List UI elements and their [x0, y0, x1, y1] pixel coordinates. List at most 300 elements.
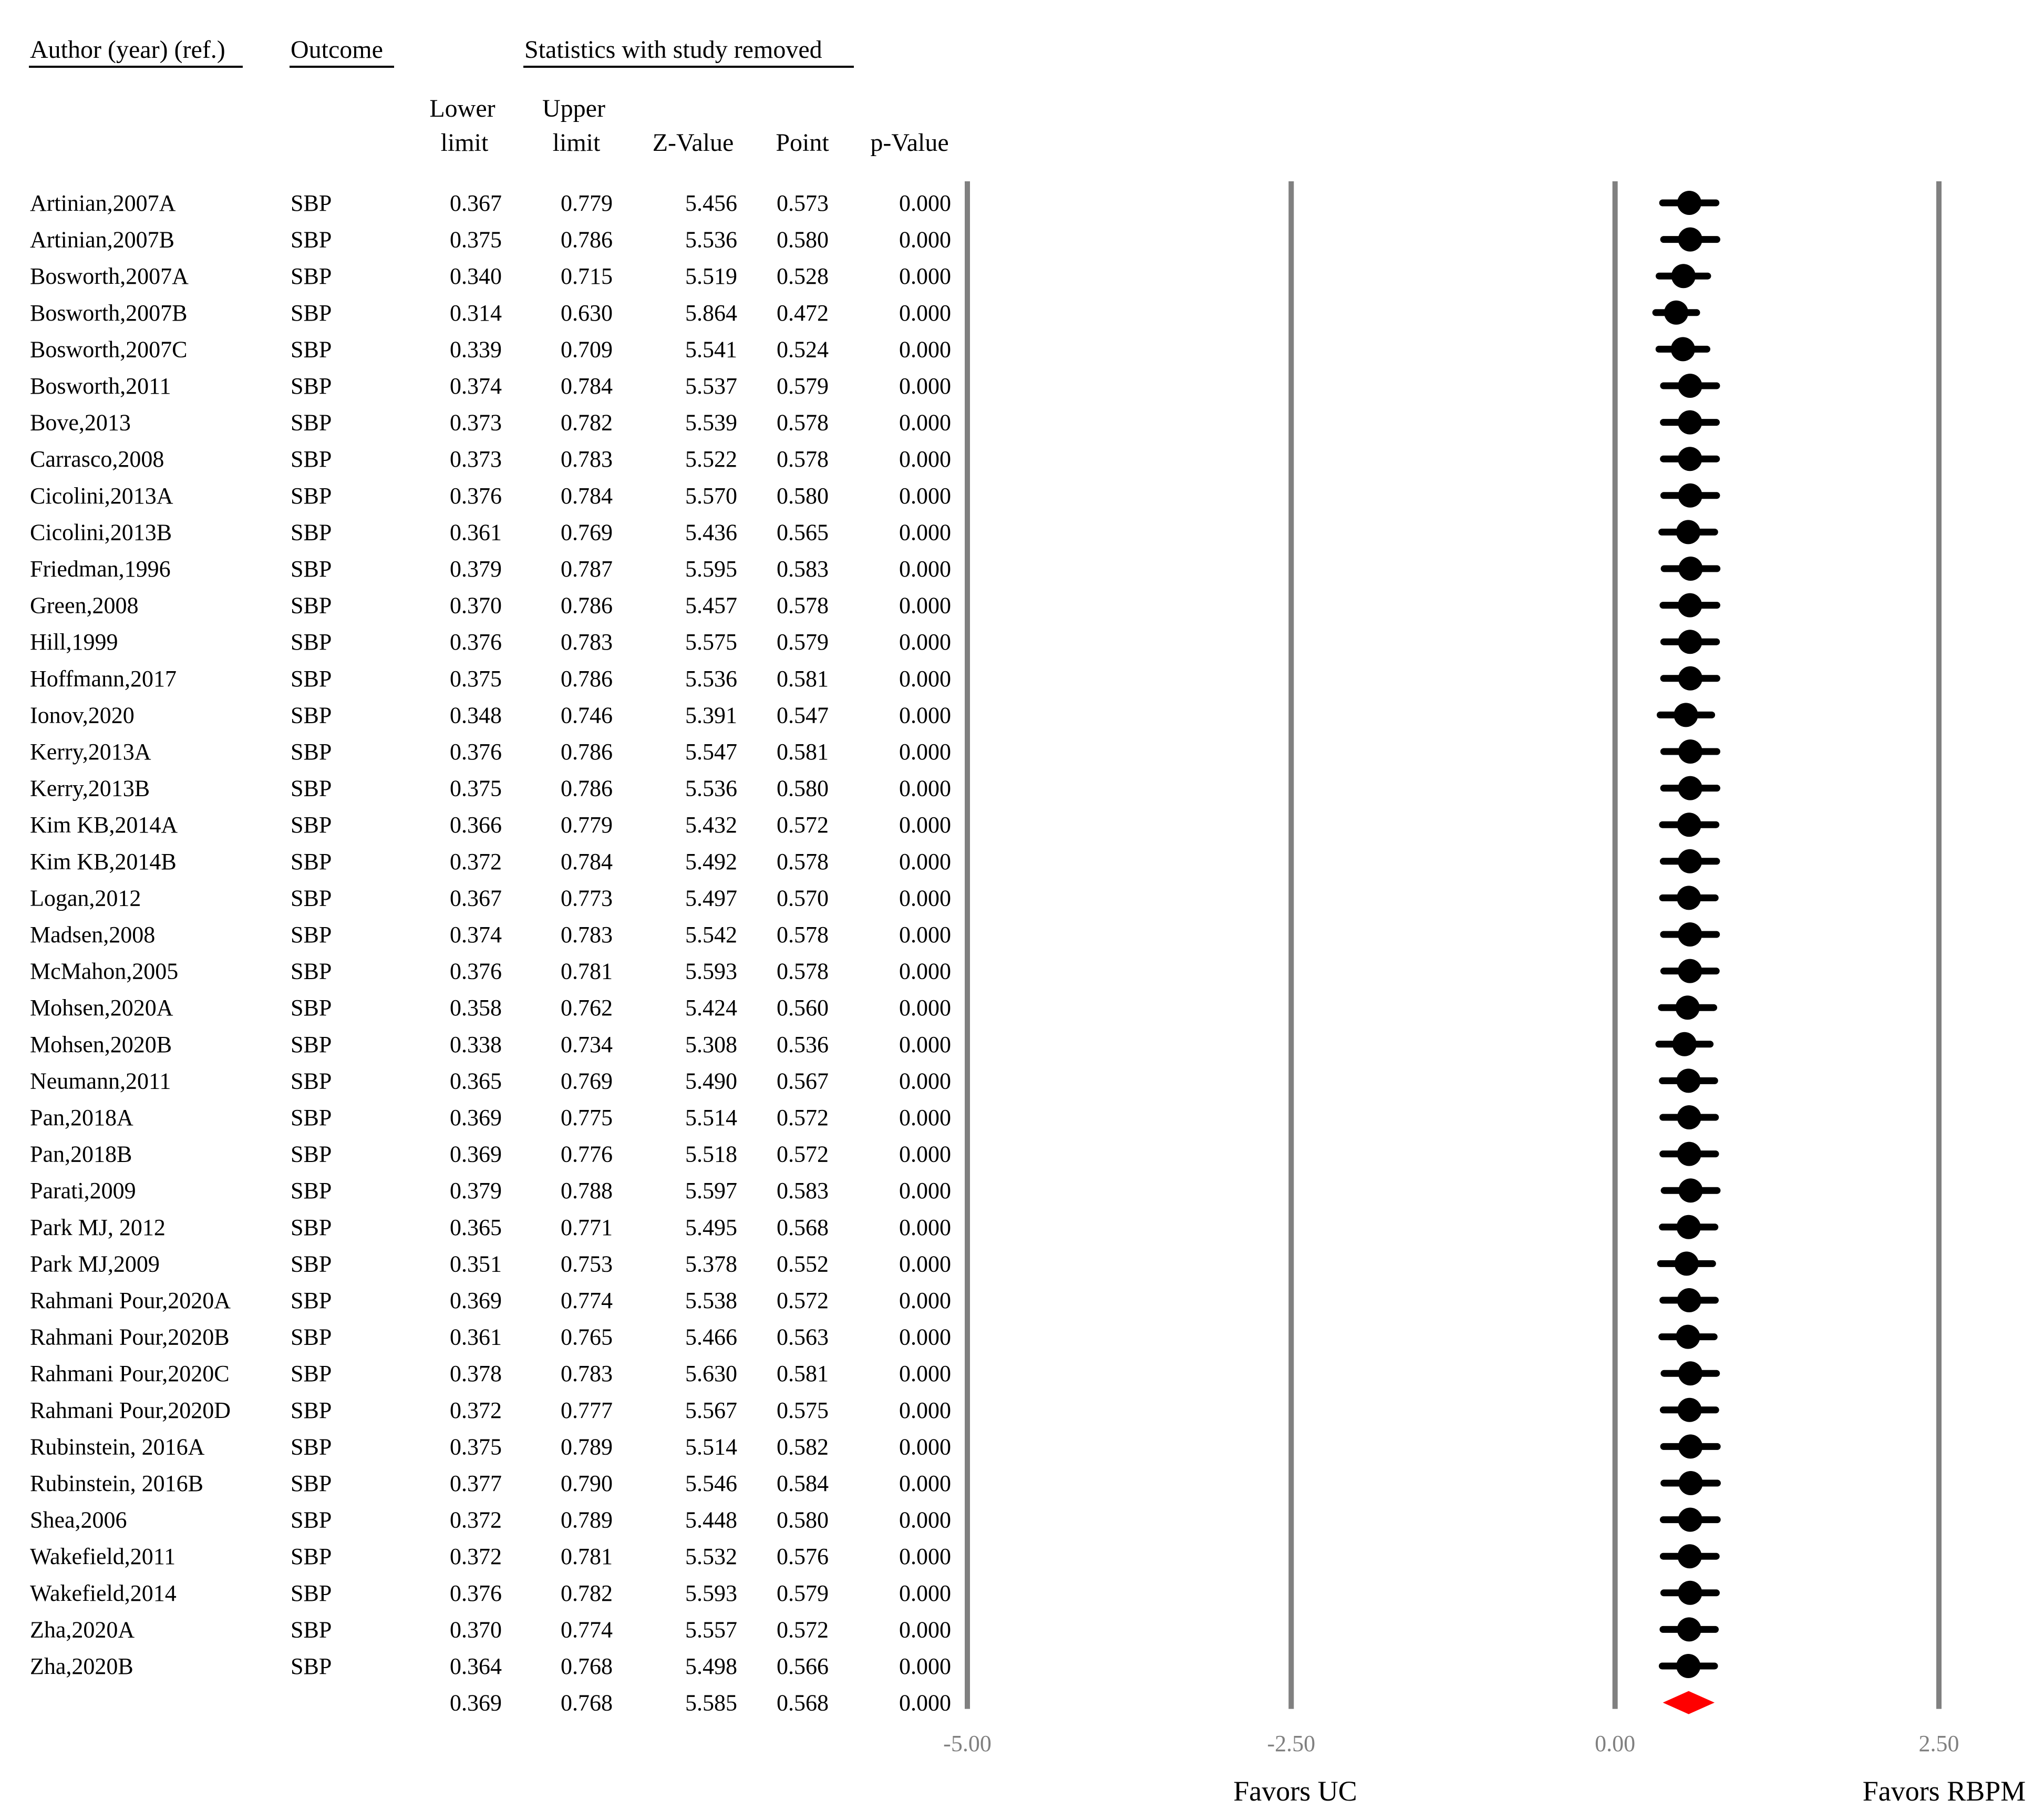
study-upper: 0.777 — [561, 1397, 613, 1423]
study-p: 0.000 — [899, 1214, 951, 1240]
study-row — [30, 1544, 1716, 1569]
study-z: 5.378 — [685, 1251, 737, 1277]
study-lower: 0.375 — [450, 665, 502, 692]
study-row — [30, 776, 1717, 801]
study-point: 0.580 — [777, 1507, 829, 1533]
header-upper-bottom: limit — [552, 129, 601, 157]
summary-diamond — [1663, 1691, 1715, 1714]
study-outcome: SBP — [291, 922, 332, 948]
study-p: 0.000 — [899, 629, 951, 655]
study-name: Ionov,2020 — [30, 702, 135, 728]
study-point: 0.582 — [777, 1434, 829, 1460]
study-lower: 0.372 — [450, 1544, 502, 1570]
summary-lower: 0.369 — [450, 1690, 502, 1716]
study-upper: 0.774 — [561, 1617, 613, 1643]
study-z: 5.514 — [685, 1105, 737, 1130]
study-row — [30, 629, 1717, 655]
study-p: 0.000 — [899, 1361, 951, 1387]
study-lower: 0.370 — [450, 592, 502, 619]
study-lower: 0.364 — [450, 1653, 502, 1679]
study-row — [30, 263, 1708, 289]
study-row — [30, 922, 1717, 948]
study-lower: 0.369 — [450, 1288, 502, 1313]
study-row — [30, 446, 1717, 472]
point-marker — [1677, 1215, 1701, 1239]
study-upper: 0.773 — [561, 885, 613, 911]
study-p: 0.000 — [899, 409, 951, 436]
study-outcome: SBP — [291, 885, 332, 911]
study-point: 0.472 — [777, 300, 829, 326]
study-row — [30, 336, 1707, 362]
study-point: 0.580 — [777, 227, 829, 253]
study-lower: 0.377 — [450, 1471, 502, 1496]
point-marker — [1678, 593, 1702, 618]
study-name: Zha,2020B — [30, 1653, 133, 1679]
study-point: 0.578 — [777, 592, 829, 619]
study-rows — [30, 190, 1717, 1679]
study-p: 0.000 — [899, 1105, 951, 1130]
study-row — [30, 1178, 1717, 1204]
study-z: 5.536 — [685, 665, 737, 692]
study-upper: 0.783 — [561, 922, 613, 948]
point-marker — [1678, 666, 1702, 691]
study-outcome: SBP — [291, 1580, 332, 1606]
study-lower: 0.374 — [450, 373, 502, 399]
summary-z: 5.585 — [685, 1690, 737, 1716]
study-p: 0.000 — [899, 300, 951, 326]
study-name: Bosworth,2011 — [30, 373, 171, 399]
study-lower: 0.351 — [450, 1251, 502, 1277]
study-row — [30, 410, 1716, 436]
study-p: 0.000 — [899, 1434, 951, 1460]
study-lower: 0.375 — [450, 775, 502, 801]
study-z: 5.519 — [685, 263, 737, 290]
study-z: 5.532 — [685, 1544, 737, 1570]
study-point: 0.581 — [777, 665, 829, 692]
point-marker — [1678, 374, 1702, 398]
summary-p: 0.000 — [899, 1690, 951, 1716]
study-lower: 0.376 — [450, 958, 502, 984]
study-row — [30, 1507, 1717, 1533]
study-name: Cicolini,2013A — [30, 482, 173, 509]
study-upper: 0.769 — [561, 1068, 613, 1094]
point-marker — [1678, 1508, 1702, 1532]
point-marker — [1678, 922, 1702, 947]
study-row — [30, 190, 1716, 216]
study-name: Cicolini,2013B — [30, 519, 172, 546]
study-z: 5.557 — [685, 1617, 737, 1643]
study-upper: 0.762 — [561, 995, 613, 1021]
study-p: 0.000 — [899, 1507, 951, 1533]
study-upper: 0.784 — [561, 482, 613, 509]
study-lower: 0.379 — [450, 1178, 502, 1204]
point-marker — [1678, 630, 1702, 654]
study-name: Logan,2012 — [30, 885, 141, 911]
study-outcome: SBP — [291, 1544, 332, 1570]
study-point: 0.563 — [777, 1324, 829, 1350]
study-name: Kim KB,2014B — [30, 848, 177, 875]
study-p: 0.000 — [899, 263, 951, 290]
study-outcome: SBP — [291, 1068, 332, 1094]
study-lower: 0.340 — [450, 263, 502, 290]
study-z: 5.308 — [685, 1031, 737, 1057]
study-name: Wakefield,2014 — [30, 1580, 177, 1606]
study-row — [30, 1105, 1716, 1130]
study-p: 0.000 — [899, 1068, 951, 1094]
study-upper: 0.769 — [561, 519, 613, 546]
study-outcome: SBP — [291, 482, 332, 509]
study-lower: 0.372 — [450, 1397, 502, 1423]
study-name: Kerry,2013B — [30, 775, 150, 801]
study-row — [30, 702, 1712, 728]
study-upper: 0.786 — [561, 775, 613, 801]
study-z: 5.537 — [685, 373, 737, 399]
study-point: 0.572 — [777, 1105, 829, 1130]
study-upper: 0.790 — [561, 1471, 613, 1496]
study-upper: 0.768 — [561, 1653, 613, 1679]
study-lower: 0.369 — [450, 1141, 502, 1167]
study-z: 5.539 — [685, 409, 737, 436]
study-upper: 0.787 — [561, 556, 613, 582]
study-row — [30, 1580, 1716, 1606]
study-p: 0.000 — [899, 995, 951, 1021]
point-marker — [1678, 1361, 1702, 1385]
study-upper: 0.779 — [561, 812, 613, 838]
header-row — [30, 36, 949, 157]
study-point: 0.583 — [777, 1178, 829, 1204]
study-p: 0.000 — [899, 1397, 951, 1423]
study-outcome: SBP — [291, 739, 332, 765]
study-point: 0.583 — [777, 556, 829, 582]
study-upper: 0.783 — [561, 1361, 613, 1387]
study-upper: 0.781 — [561, 1544, 613, 1570]
study-outcome: SBP — [291, 812, 332, 838]
study-z: 5.514 — [685, 1434, 737, 1460]
point-marker — [1679, 1471, 1703, 1495]
study-lower: 0.361 — [450, 519, 502, 546]
point-marker — [1678, 1581, 1702, 1605]
tick-label-0: -5.00 — [943, 1731, 992, 1756]
study-p: 0.000 — [899, 1617, 951, 1643]
point-marker — [1677, 1288, 1701, 1312]
study-upper: 0.786 — [561, 665, 613, 692]
study-row — [30, 739, 1717, 765]
study-z: 5.542 — [685, 922, 737, 948]
study-outcome: SBP — [291, 629, 332, 655]
study-upper: 0.779 — [561, 190, 613, 216]
study-upper: 0.788 — [561, 1178, 613, 1204]
study-outcome: SBP — [291, 1434, 332, 1460]
study-p: 0.000 — [899, 482, 951, 509]
study-outcome: SBP — [291, 592, 332, 619]
study-z: 5.391 — [685, 702, 737, 728]
study-outcome: SBP — [291, 1653, 332, 1679]
study-outcome: SBP — [291, 995, 332, 1021]
header-lower-top: Lower — [429, 95, 495, 122]
study-z: 5.436 — [685, 519, 737, 546]
study-row — [30, 1251, 1712, 1277]
study-z: 5.522 — [685, 446, 737, 472]
study-name: Rahmani Pour,2020A — [30, 1288, 231, 1313]
study-outcome: SBP — [291, 446, 332, 472]
study-row — [30, 1471, 1717, 1496]
study-p: 0.000 — [899, 336, 951, 363]
study-row — [30, 1324, 1714, 1350]
study-z: 5.456 — [685, 190, 737, 216]
study-outcome: SBP — [291, 1471, 332, 1496]
study-point: 0.536 — [777, 1031, 829, 1057]
study-upper: 0.789 — [561, 1434, 613, 1460]
tick-label-1: -2.50 — [1267, 1731, 1316, 1756]
point-marker — [1678, 228, 1702, 252]
study-outcome: SBP — [291, 1105, 332, 1130]
tick-label-2: 0.00 — [1595, 1731, 1636, 1756]
study-name: Carrasco,2008 — [30, 446, 164, 472]
study-lower: 0.361 — [450, 1324, 502, 1350]
point-marker — [1675, 1251, 1699, 1276]
study-lower: 0.379 — [450, 556, 502, 582]
point-marker — [1678, 959, 1702, 983]
study-outcome: SBP — [291, 1031, 332, 1057]
point-marker — [1676, 995, 1700, 1020]
study-p: 0.000 — [899, 1324, 951, 1350]
study-outcome: SBP — [291, 373, 332, 399]
study-point: 0.570 — [777, 885, 829, 911]
study-row — [30, 1434, 1717, 1459]
study-upper: 0.789 — [561, 1507, 613, 1533]
study-lower: 0.375 — [450, 1434, 502, 1460]
study-outcome: SBP — [291, 848, 332, 875]
study-point: 0.578 — [777, 409, 829, 436]
study-name: Hill,1999 — [30, 629, 118, 655]
study-outcome: SBP — [291, 665, 332, 692]
study-point: 0.572 — [777, 1288, 829, 1313]
study-outcome: SBP — [291, 1178, 332, 1204]
study-p: 0.000 — [899, 1471, 951, 1496]
point-marker — [1678, 1544, 1702, 1568]
point-marker — [1678, 776, 1702, 800]
study-p: 0.000 — [899, 1141, 951, 1167]
study-lower: 0.376 — [450, 482, 502, 509]
study-point: 0.572 — [777, 812, 829, 838]
summary-point: 0.568 — [777, 1690, 829, 1716]
header-point: Point — [776, 129, 829, 157]
study-name: Kerry,2013A — [30, 739, 151, 765]
study-outcome: SBP — [291, 190, 332, 216]
study-z: 5.457 — [685, 592, 737, 619]
study-point: 0.560 — [777, 995, 829, 1021]
study-point: 0.567 — [777, 1068, 829, 1094]
study-row — [30, 1397, 1716, 1423]
study-lower: 0.373 — [450, 446, 502, 472]
study-point: 0.579 — [777, 1580, 829, 1606]
study-point: 0.565 — [777, 519, 829, 546]
study-point: 0.578 — [777, 958, 829, 984]
study-point: 0.578 — [777, 922, 829, 948]
study-outcome: SBP — [291, 556, 332, 582]
study-row — [30, 227, 1717, 253]
study-p: 0.000 — [899, 922, 951, 948]
study-z: 5.497 — [685, 885, 737, 911]
study-name: Park MJ, 2012 — [30, 1214, 166, 1240]
point-marker — [1678, 739, 1702, 764]
study-lower: 0.339 — [450, 336, 502, 363]
study-p: 0.000 — [899, 1031, 951, 1057]
study-name: Bosworth,2007A — [30, 263, 189, 290]
study-upper: 0.782 — [561, 409, 613, 436]
study-p: 0.000 — [899, 848, 951, 875]
study-z: 5.538 — [685, 1288, 737, 1313]
study-name: Rubinstein, 2016A — [30, 1434, 205, 1460]
study-z: 5.448 — [685, 1507, 737, 1533]
study-upper: 0.715 — [561, 263, 613, 290]
header-lower-bottom: limit — [440, 129, 489, 157]
study-point: 0.584 — [777, 1471, 829, 1496]
study-row — [30, 593, 1717, 619]
study-z: 5.492 — [685, 848, 737, 875]
study-row — [30, 1215, 1715, 1240]
header-upper-top: Upper — [542, 95, 605, 122]
study-row — [30, 519, 1715, 545]
study-name: Bove,2013 — [30, 409, 131, 436]
study-p: 0.000 — [899, 373, 951, 399]
study-upper: 0.776 — [561, 1141, 613, 1167]
study-p: 0.000 — [899, 1251, 951, 1277]
header-p-value: p-Value — [870, 129, 949, 157]
study-lower: 0.366 — [450, 812, 502, 838]
study-outcome: SBP — [291, 958, 332, 984]
point-marker — [1671, 264, 1696, 288]
study-upper: 0.765 — [561, 1324, 613, 1350]
study-z: 5.597 — [685, 1178, 737, 1204]
study-upper: 0.786 — [561, 592, 613, 619]
study-outcome: SBP — [291, 519, 332, 546]
study-name: Green,2008 — [30, 592, 139, 619]
study-z: 5.536 — [685, 227, 737, 253]
study-outcome: SBP — [291, 1288, 332, 1313]
favors-left-label: Favors UC — [1233, 1775, 1357, 1807]
study-p: 0.000 — [899, 702, 951, 728]
study-upper: 0.734 — [561, 1031, 613, 1057]
study-p: 0.000 — [899, 446, 951, 472]
study-row — [30, 1653, 1715, 1679]
study-name: Zha,2020A — [30, 1617, 135, 1643]
study-point: 0.575 — [777, 1397, 829, 1423]
study-outcome: SBP — [291, 1141, 332, 1167]
point-marker — [1676, 1654, 1700, 1678]
study-lower: 0.376 — [450, 629, 502, 655]
point-marker — [1678, 557, 1702, 581]
study-lower: 0.369 — [450, 1105, 502, 1130]
study-lower: 0.367 — [450, 190, 502, 216]
study-point: 0.566 — [777, 1653, 829, 1679]
study-lower: 0.338 — [450, 1031, 502, 1057]
study-lower: 0.373 — [450, 409, 502, 436]
study-outcome: SBP — [291, 1397, 332, 1423]
study-outcome: SBP — [291, 300, 332, 326]
study-z: 5.541 — [685, 336, 737, 363]
study-upper: 0.784 — [561, 373, 613, 399]
study-z: 5.495 — [685, 1214, 737, 1240]
study-p: 0.000 — [899, 1544, 951, 1570]
study-name: Shea,2006 — [30, 1507, 127, 1533]
study-z: 5.536 — [685, 775, 737, 801]
study-point: 0.572 — [777, 1617, 829, 1643]
study-name: Artinian,2007A — [30, 190, 176, 216]
point-marker — [1678, 849, 1702, 873]
study-name: Rahmani Pour,2020B — [30, 1324, 230, 1350]
study-name: Friedman,1996 — [30, 556, 171, 582]
study-lower: 0.348 — [450, 702, 502, 728]
study-name: Kim KB,2014A — [30, 812, 178, 838]
axis-gridlines — [967, 181, 1939, 1709]
study-row — [30, 1142, 1716, 1167]
study-upper: 0.786 — [561, 227, 613, 253]
study-lower: 0.372 — [450, 848, 502, 875]
study-z: 5.432 — [685, 812, 737, 838]
study-outcome: SBP — [291, 336, 332, 363]
point-marker — [1678, 1178, 1702, 1202]
point-marker — [1673, 1032, 1697, 1056]
study-row — [30, 812, 1716, 838]
study-name: Bosworth,2007B — [30, 300, 188, 326]
study-upper: 0.786 — [561, 739, 613, 765]
study-outcome: SBP — [291, 1251, 332, 1277]
study-outcome: SBP — [291, 263, 332, 290]
study-name: Rubinstein, 2016B — [30, 1471, 204, 1496]
study-p: 0.000 — [899, 812, 951, 838]
study-row — [30, 666, 1717, 692]
study-name: Mohsen,2020B — [30, 1031, 172, 1057]
study-upper: 0.783 — [561, 629, 613, 655]
study-name: Mohsen,2020A — [30, 995, 173, 1021]
study-point: 0.573 — [777, 190, 829, 216]
study-p: 0.000 — [899, 775, 951, 801]
study-upper: 0.782 — [561, 1580, 613, 1606]
point-marker — [1678, 447, 1702, 471]
study-p: 0.000 — [899, 1653, 951, 1679]
study-row — [30, 1617, 1715, 1642]
favors-right-label: Favors RBPM — [1862, 1775, 2026, 1807]
study-upper: 0.746 — [561, 702, 613, 728]
point-marker — [1677, 1617, 1701, 1641]
study-point: 0.576 — [777, 1544, 829, 1570]
study-p: 0.000 — [899, 556, 951, 582]
study-upper: 0.630 — [561, 300, 613, 326]
study-outcome: SBP — [291, 227, 332, 253]
study-name: Pan,2018A — [30, 1105, 133, 1130]
study-row — [30, 1032, 1710, 1057]
summary-upper: 0.768 — [561, 1690, 613, 1716]
study-point: 0.579 — [777, 629, 829, 655]
study-name: Madsen,2008 — [30, 922, 156, 948]
study-row — [30, 959, 1716, 984]
study-point: 0.581 — [777, 739, 829, 765]
point-marker — [1664, 301, 1688, 325]
study-point: 0.581 — [777, 1361, 829, 1387]
point-marker — [1677, 886, 1701, 910]
study-z: 5.567 — [685, 1397, 737, 1423]
study-point: 0.547 — [777, 702, 829, 728]
study-lower: 0.378 — [450, 1361, 502, 1387]
study-name: Park MJ,2009 — [30, 1251, 160, 1277]
study-lower: 0.374 — [450, 922, 502, 948]
study-lower: 0.370 — [450, 1617, 502, 1643]
study-p: 0.000 — [899, 592, 951, 619]
study-z: 5.498 — [685, 1653, 737, 1679]
study-name: Rahmani Pour,2020D — [30, 1397, 231, 1423]
study-p: 0.000 — [899, 958, 951, 984]
